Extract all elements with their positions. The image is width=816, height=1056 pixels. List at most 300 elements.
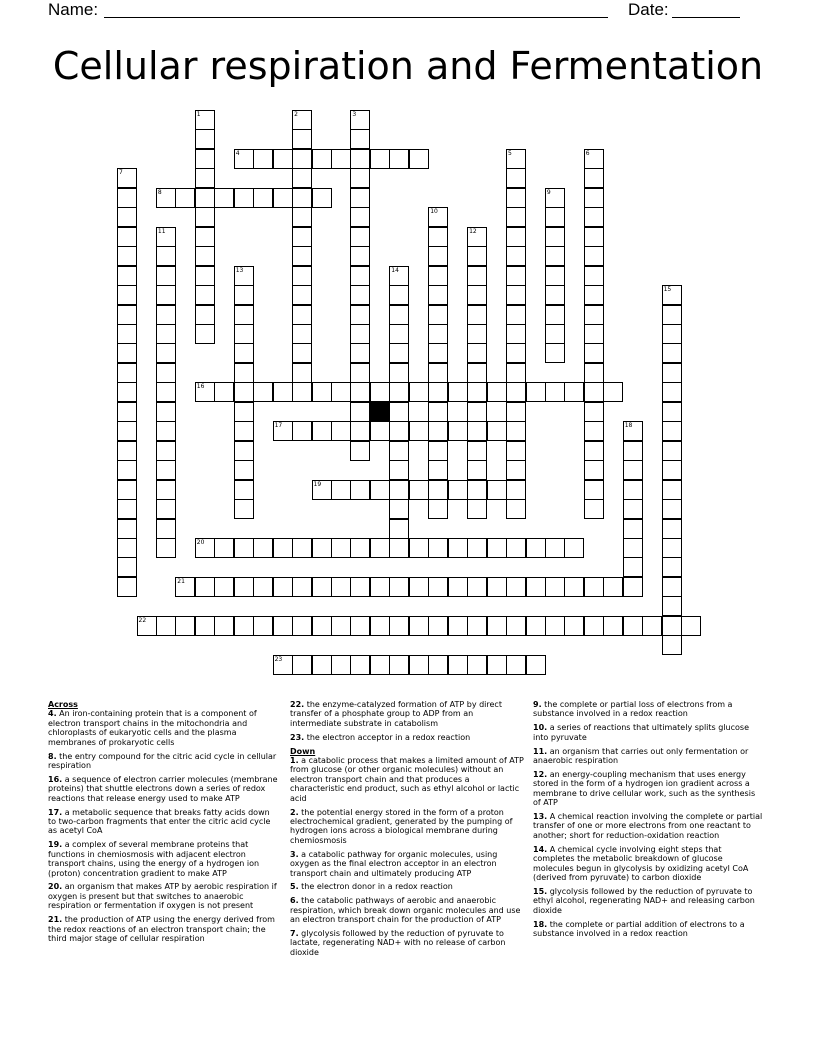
crossword-cell[interactable] xyxy=(253,616,273,636)
crossword-cell[interactable] xyxy=(487,616,507,636)
crossword-cell[interactable] xyxy=(234,616,254,636)
crossword-cell[interactable] xyxy=(195,382,215,402)
crossword-cell[interactable] xyxy=(350,285,370,305)
crossword-cell[interactable] xyxy=(506,285,526,305)
crossword-cell[interactable] xyxy=(389,538,409,558)
crossword-cell[interactable] xyxy=(467,324,487,344)
crossword-cell[interactable] xyxy=(467,538,487,558)
crossword-cell[interactable] xyxy=(195,538,215,558)
crossword-cell[interactable] xyxy=(234,343,254,363)
crossword-cell[interactable] xyxy=(506,324,526,344)
crossword-cell[interactable] xyxy=(428,324,448,344)
crossword-cell[interactable] xyxy=(545,266,565,286)
crossword-cell[interactable] xyxy=(370,538,390,558)
crossword-cell[interactable] xyxy=(506,616,526,636)
crossword-cell[interactable] xyxy=(584,616,604,636)
crossword-cell[interactable] xyxy=(428,538,448,558)
crossword-cell[interactable] xyxy=(350,655,370,675)
crossword-cell[interactable] xyxy=(273,382,293,402)
crossword-cell[interactable] xyxy=(662,499,682,519)
crossword-cell[interactable] xyxy=(117,305,137,325)
crossword-cell[interactable] xyxy=(545,538,565,558)
crossword-cell[interactable] xyxy=(234,441,254,461)
crossword-cell[interactable] xyxy=(428,305,448,325)
crossword-cell[interactable] xyxy=(545,246,565,266)
crossword-cell[interactable] xyxy=(117,421,137,441)
crossword-cell[interactable] xyxy=(350,246,370,266)
crossword-cell[interactable] xyxy=(623,577,643,597)
crossword-cell[interactable] xyxy=(292,538,312,558)
crossword-cell[interactable] xyxy=(389,421,409,441)
crossword-cell[interactable] xyxy=(467,402,487,422)
crossword-cell[interactable] xyxy=(156,499,176,519)
crossword-cell[interactable] xyxy=(350,324,370,344)
crossword-cell[interactable] xyxy=(409,149,429,169)
crossword-cell[interactable] xyxy=(350,421,370,441)
crossword-cell[interactable] xyxy=(350,616,370,636)
crossword-cell[interactable] xyxy=(564,616,584,636)
crossword-cell[interactable] xyxy=(506,480,526,500)
crossword-cell[interactable] xyxy=(389,577,409,597)
crossword-cell[interactable] xyxy=(117,188,137,208)
crossword-cell[interactable] xyxy=(156,421,176,441)
crossword-cell[interactable] xyxy=(584,168,604,188)
crossword-cell[interactable] xyxy=(273,188,293,208)
crossword-cell[interactable] xyxy=(506,188,526,208)
crossword-cell[interactable] xyxy=(662,519,682,539)
crossword-cell[interactable] xyxy=(156,441,176,461)
crossword-cell[interactable] xyxy=(195,110,215,130)
crossword-cell[interactable] xyxy=(195,149,215,169)
crossword-cell[interactable] xyxy=(273,149,293,169)
crossword-cell[interactable] xyxy=(195,207,215,227)
crossword-cell[interactable] xyxy=(117,557,137,577)
crossword-cell[interactable] xyxy=(428,441,448,461)
crossword-cell[interactable] xyxy=(117,480,137,500)
crossword-cell[interactable] xyxy=(253,382,273,402)
crossword-cell[interactable] xyxy=(234,577,254,597)
crossword-cell[interactable] xyxy=(389,616,409,636)
crossword-cell[interactable] xyxy=(117,363,137,383)
crossword-cell[interactable] xyxy=(350,207,370,227)
crossword-cell[interactable] xyxy=(331,538,351,558)
crossword-cell[interactable] xyxy=(545,305,565,325)
crossword-cell[interactable] xyxy=(428,402,448,422)
crossword-cell[interactable] xyxy=(642,616,662,636)
crossword-cell[interactable] xyxy=(584,499,604,519)
crossword-cell[interactable] xyxy=(506,382,526,402)
crossword-cell[interactable] xyxy=(253,149,273,169)
crossword-cell[interactable] xyxy=(292,129,312,149)
crossword-cell[interactable] xyxy=(234,402,254,422)
crossword-cell[interactable] xyxy=(389,305,409,325)
crossword-cell[interactable] xyxy=(389,285,409,305)
crossword-cell[interactable] xyxy=(428,382,448,402)
crossword-cell[interactable] xyxy=(467,305,487,325)
crossword-cell[interactable] xyxy=(117,324,137,344)
crossword-cell[interactable] xyxy=(117,246,137,266)
crossword-cell[interactable] xyxy=(506,266,526,286)
crossword-cell[interactable] xyxy=(662,343,682,363)
crossword-cell[interactable] xyxy=(487,655,507,675)
crossword-cell[interactable] xyxy=(448,655,468,675)
crossword-cell[interactable] xyxy=(584,285,604,305)
crossword-cell[interactable] xyxy=(117,266,137,286)
crossword-cell[interactable] xyxy=(156,343,176,363)
crossword-cell[interactable] xyxy=(662,635,682,655)
crossword-cell[interactable] xyxy=(428,499,448,519)
crossword-cell[interactable] xyxy=(428,246,448,266)
crossword-cell[interactable] xyxy=(331,577,351,597)
crossword-cell[interactable] xyxy=(389,655,409,675)
name-input[interactable] xyxy=(104,17,608,18)
crossword-cell[interactable] xyxy=(292,577,312,597)
crossword-cell[interactable] xyxy=(506,460,526,480)
crossword-cell[interactable] xyxy=(448,421,468,441)
crossword-cell[interactable] xyxy=(389,266,409,286)
crossword-cell[interactable] xyxy=(545,382,565,402)
crossword-cell[interactable] xyxy=(623,480,643,500)
crossword-cell[interactable] xyxy=(467,266,487,286)
crossword-cell[interactable] xyxy=(234,324,254,344)
crossword-cell[interactable] xyxy=(526,538,546,558)
crossword-cell[interactable] xyxy=(662,538,682,558)
crossword-cell[interactable] xyxy=(292,363,312,383)
crossword-cell[interactable] xyxy=(234,538,254,558)
crossword-cell[interactable] xyxy=(662,596,682,616)
crossword-cell[interactable] xyxy=(156,188,176,208)
crossword-cell[interactable] xyxy=(428,363,448,383)
crossword-cell[interactable] xyxy=(584,402,604,422)
crossword-cell[interactable] xyxy=(448,382,468,402)
crossword-cell[interactable] xyxy=(467,285,487,305)
crossword-cell[interactable] xyxy=(331,149,351,169)
crossword-cell[interactable] xyxy=(195,188,215,208)
crossword-cell[interactable] xyxy=(389,480,409,500)
crossword-cell[interactable] xyxy=(234,188,254,208)
crossword-cell[interactable] xyxy=(584,343,604,363)
crossword-cell[interactable] xyxy=(214,616,234,636)
crossword-cell[interactable] xyxy=(117,227,137,247)
crossword-cell[interactable] xyxy=(292,285,312,305)
crossword-cell[interactable] xyxy=(623,538,643,558)
crossword-cell[interactable] xyxy=(506,363,526,383)
crossword-cell[interactable] xyxy=(506,149,526,169)
crossword-cell[interactable] xyxy=(234,499,254,519)
crossword-cell[interactable] xyxy=(487,382,507,402)
crossword-cell[interactable] xyxy=(292,324,312,344)
crossword-cell[interactable] xyxy=(545,227,565,247)
crossword-cell[interactable] xyxy=(623,557,643,577)
crossword-cell[interactable] xyxy=(214,382,234,402)
crossword-cell[interactable] xyxy=(603,382,623,402)
crossword-cell[interactable] xyxy=(526,577,546,597)
crossword-cell[interactable] xyxy=(467,441,487,461)
crossword-cell[interactable] xyxy=(526,655,546,675)
crossword-cell[interactable] xyxy=(409,655,429,675)
crossword-cell[interactable] xyxy=(564,382,584,402)
crossword-cell[interactable] xyxy=(506,655,526,675)
crossword-cell[interactable] xyxy=(312,655,332,675)
crossword-cell[interactable] xyxy=(117,577,137,597)
crossword-cell[interactable] xyxy=(545,324,565,344)
crossword-cell[interactable] xyxy=(623,519,643,539)
crossword-cell[interactable] xyxy=(234,421,254,441)
crossword-cell[interactable] xyxy=(428,480,448,500)
crossword-cell[interactable] xyxy=(292,110,312,130)
crossword-cell[interactable] xyxy=(584,421,604,441)
crossword-cell[interactable] xyxy=(117,343,137,363)
crossword-cell[interactable] xyxy=(350,227,370,247)
crossword-cell[interactable] xyxy=(662,285,682,305)
crossword-cell[interactable] xyxy=(214,538,234,558)
crossword-cell[interactable] xyxy=(195,129,215,149)
crossword-cell[interactable] xyxy=(292,616,312,636)
crossword-cell[interactable] xyxy=(448,538,468,558)
crossword-cell[interactable] xyxy=(292,266,312,286)
crossword-cell[interactable] xyxy=(506,246,526,266)
crossword-cell[interactable] xyxy=(603,616,623,636)
crossword-cell[interactable] xyxy=(350,149,370,169)
crossword-cell[interactable] xyxy=(623,616,643,636)
crossword-cell[interactable] xyxy=(545,207,565,227)
crossword-cell[interactable] xyxy=(603,577,623,597)
crossword-cell[interactable] xyxy=(428,207,448,227)
crossword-cell[interactable] xyxy=(350,129,370,149)
crossword-cell[interactable] xyxy=(312,188,332,208)
crossword-cell[interactable] xyxy=(389,363,409,383)
crossword-cell[interactable] xyxy=(389,343,409,363)
crossword-cell[interactable] xyxy=(662,382,682,402)
crossword-cell[interactable] xyxy=(292,246,312,266)
crossword-cell[interactable] xyxy=(428,285,448,305)
crossword-cell[interactable] xyxy=(156,363,176,383)
crossword-cell[interactable] xyxy=(312,149,332,169)
crossword-cell[interactable] xyxy=(156,480,176,500)
crossword-cell[interactable] xyxy=(584,149,604,169)
crossword-cell[interactable] xyxy=(331,616,351,636)
crossword-cell[interactable] xyxy=(350,577,370,597)
crossword-cell[interactable] xyxy=(234,149,254,169)
crossword-cell[interactable] xyxy=(467,227,487,247)
crossword-cell[interactable] xyxy=(195,168,215,188)
crossword-cell[interactable] xyxy=(234,480,254,500)
crossword-cell[interactable] xyxy=(564,577,584,597)
crossword-cell[interactable] xyxy=(662,616,682,636)
date-input[interactable] xyxy=(672,17,740,18)
crossword-cell[interactable] xyxy=(506,577,526,597)
crossword-cell[interactable] xyxy=(117,441,137,461)
crossword-cell[interactable] xyxy=(428,460,448,480)
crossword-cell[interactable] xyxy=(409,382,429,402)
crossword-cell[interactable] xyxy=(273,538,293,558)
crossword-cell[interactable] xyxy=(662,402,682,422)
crossword-cell[interactable] xyxy=(506,499,526,519)
crossword-cell[interactable] xyxy=(506,227,526,247)
crossword-cell[interactable] xyxy=(175,577,195,597)
crossword-cell[interactable] xyxy=(350,343,370,363)
crossword-cell[interactable] xyxy=(350,168,370,188)
crossword-cell[interactable] xyxy=(195,246,215,266)
crossword-cell[interactable] xyxy=(350,402,370,422)
crossword-cell[interactable] xyxy=(662,324,682,344)
crossword-cell[interactable] xyxy=(467,246,487,266)
crossword-cell[interactable] xyxy=(448,616,468,636)
crossword-cell[interactable] xyxy=(350,305,370,325)
crossword-cell[interactable] xyxy=(175,188,195,208)
crossword-cell[interactable] xyxy=(253,188,273,208)
crossword-cell[interactable] xyxy=(350,110,370,130)
crossword-cell[interactable] xyxy=(584,577,604,597)
crossword-cell[interactable] xyxy=(292,168,312,188)
crossword-cell[interactable] xyxy=(506,305,526,325)
crossword-cell[interactable] xyxy=(370,382,390,402)
crossword-cell[interactable] xyxy=(350,441,370,461)
crossword-cell[interactable] xyxy=(506,207,526,227)
crossword-cell[interactable] xyxy=(350,480,370,500)
crossword-cell[interactable] xyxy=(467,480,487,500)
crossword-cell[interactable] xyxy=(467,499,487,519)
crossword-cell[interactable] xyxy=(331,382,351,402)
crossword-cell[interactable] xyxy=(487,421,507,441)
crossword-cell[interactable] xyxy=(214,577,234,597)
crossword-cell[interactable] xyxy=(584,207,604,227)
crossword-cell[interactable] xyxy=(545,188,565,208)
crossword-cell[interactable] xyxy=(487,538,507,558)
crossword-cell[interactable] xyxy=(331,655,351,675)
crossword-cell[interactable] xyxy=(195,305,215,325)
crossword-cell[interactable] xyxy=(389,499,409,519)
crossword-cell[interactable] xyxy=(389,441,409,461)
crossword-cell[interactable] xyxy=(584,188,604,208)
crossword-cell[interactable] xyxy=(292,343,312,363)
crossword-cell[interactable] xyxy=(234,460,254,480)
crossword-cell[interactable] xyxy=(545,285,565,305)
crossword-cell[interactable] xyxy=(467,363,487,383)
crossword-cell[interactable] xyxy=(428,227,448,247)
crossword-cell[interactable] xyxy=(292,655,312,675)
crossword-cell[interactable] xyxy=(156,519,176,539)
crossword-cell[interactable] xyxy=(467,382,487,402)
crossword-cell[interactable] xyxy=(156,538,176,558)
crossword-cell[interactable] xyxy=(409,421,429,441)
crossword-cell[interactable] xyxy=(428,577,448,597)
crossword-cell[interactable] xyxy=(623,460,643,480)
crossword-cell[interactable] xyxy=(526,616,546,636)
crossword-cell[interactable] xyxy=(175,616,195,636)
crossword-cell[interactable] xyxy=(506,441,526,461)
crossword-cell[interactable] xyxy=(662,557,682,577)
crossword-cell[interactable] xyxy=(506,402,526,422)
crossword-cell[interactable] xyxy=(467,421,487,441)
crossword-cell[interactable] xyxy=(409,480,429,500)
crossword-cell[interactable] xyxy=(662,577,682,597)
crossword-cell[interactable] xyxy=(526,382,546,402)
crossword-cell[interactable] xyxy=(312,538,332,558)
crossword-cell[interactable] xyxy=(467,616,487,636)
crossword-cell[interactable] xyxy=(350,538,370,558)
crossword-cell[interactable] xyxy=(117,519,137,539)
crossword-cell[interactable] xyxy=(156,324,176,344)
crossword-cell[interactable] xyxy=(195,266,215,286)
crossword-cell[interactable] xyxy=(506,168,526,188)
crossword-cell[interactable] xyxy=(273,421,293,441)
crossword-cell[interactable] xyxy=(506,421,526,441)
crossword-cell[interactable] xyxy=(584,227,604,247)
crossword-cell[interactable] xyxy=(156,616,176,636)
crossword-cell[interactable] xyxy=(195,227,215,247)
crossword-cell[interactable] xyxy=(214,188,234,208)
crossword-cell[interactable] xyxy=(662,441,682,461)
crossword-cell[interactable] xyxy=(292,188,312,208)
crossword-cell[interactable] xyxy=(195,577,215,597)
crossword-cell[interactable] xyxy=(506,343,526,363)
crossword-cell[interactable] xyxy=(292,227,312,247)
crossword-cell[interactable] xyxy=(292,421,312,441)
crossword-cell[interactable] xyxy=(292,149,312,169)
crossword-cell[interactable] xyxy=(273,655,293,675)
crossword-cell[interactable] xyxy=(389,149,409,169)
crossword-cell[interactable] xyxy=(389,460,409,480)
crossword-cell[interactable] xyxy=(467,655,487,675)
crossword-cell[interactable] xyxy=(292,207,312,227)
crossword-cell[interactable] xyxy=(623,499,643,519)
crossword-cell[interactable] xyxy=(117,382,137,402)
crossword-cell[interactable] xyxy=(253,577,273,597)
crossword-cell[interactable] xyxy=(156,246,176,266)
crossword-cell[interactable] xyxy=(662,421,682,441)
crossword-cell[interactable] xyxy=(234,266,254,286)
crossword-cell[interactable] xyxy=(409,538,429,558)
crossword-cell[interactable] xyxy=(389,324,409,344)
crossword-cell[interactable] xyxy=(156,382,176,402)
crossword-cell[interactable] xyxy=(117,402,137,422)
crossword-cell[interactable] xyxy=(117,499,137,519)
crossword-cell[interactable] xyxy=(117,285,137,305)
crossword-cell[interactable] xyxy=(156,460,176,480)
crossword-cell[interactable] xyxy=(273,616,293,636)
crossword-cell[interactable] xyxy=(662,363,682,383)
crossword-cell[interactable] xyxy=(389,402,409,422)
crossword-cell[interactable] xyxy=(487,480,507,500)
crossword-cell[interactable] xyxy=(312,382,332,402)
crossword-cell[interactable] xyxy=(467,343,487,363)
crossword-cell[interactable] xyxy=(584,324,604,344)
crossword-cell[interactable] xyxy=(409,577,429,597)
crossword-cell[interactable] xyxy=(409,616,429,636)
crossword-cell[interactable] xyxy=(545,616,565,636)
crossword-cell[interactable] xyxy=(662,480,682,500)
crossword-cell[interactable] xyxy=(234,382,254,402)
crossword-cell[interactable] xyxy=(506,538,526,558)
crossword-cell[interactable] xyxy=(331,480,351,500)
crossword-cell[interactable] xyxy=(584,246,604,266)
crossword-cell[interactable] xyxy=(467,460,487,480)
crossword-cell[interactable] xyxy=(681,616,701,636)
crossword-cell[interactable] xyxy=(584,266,604,286)
crossword-cell[interactable] xyxy=(195,616,215,636)
crossword-cell[interactable] xyxy=(137,616,157,636)
crossword-cell[interactable] xyxy=(448,480,468,500)
crossword-cell[interactable] xyxy=(389,519,409,539)
crossword-cell[interactable] xyxy=(370,616,390,636)
crossword-cell[interactable] xyxy=(370,480,390,500)
crossword-cell[interactable] xyxy=(253,538,273,558)
crossword-cell[interactable] xyxy=(662,305,682,325)
crossword-cell[interactable] xyxy=(428,655,448,675)
crossword-cell[interactable] xyxy=(156,266,176,286)
crossword-cell[interactable] xyxy=(350,382,370,402)
